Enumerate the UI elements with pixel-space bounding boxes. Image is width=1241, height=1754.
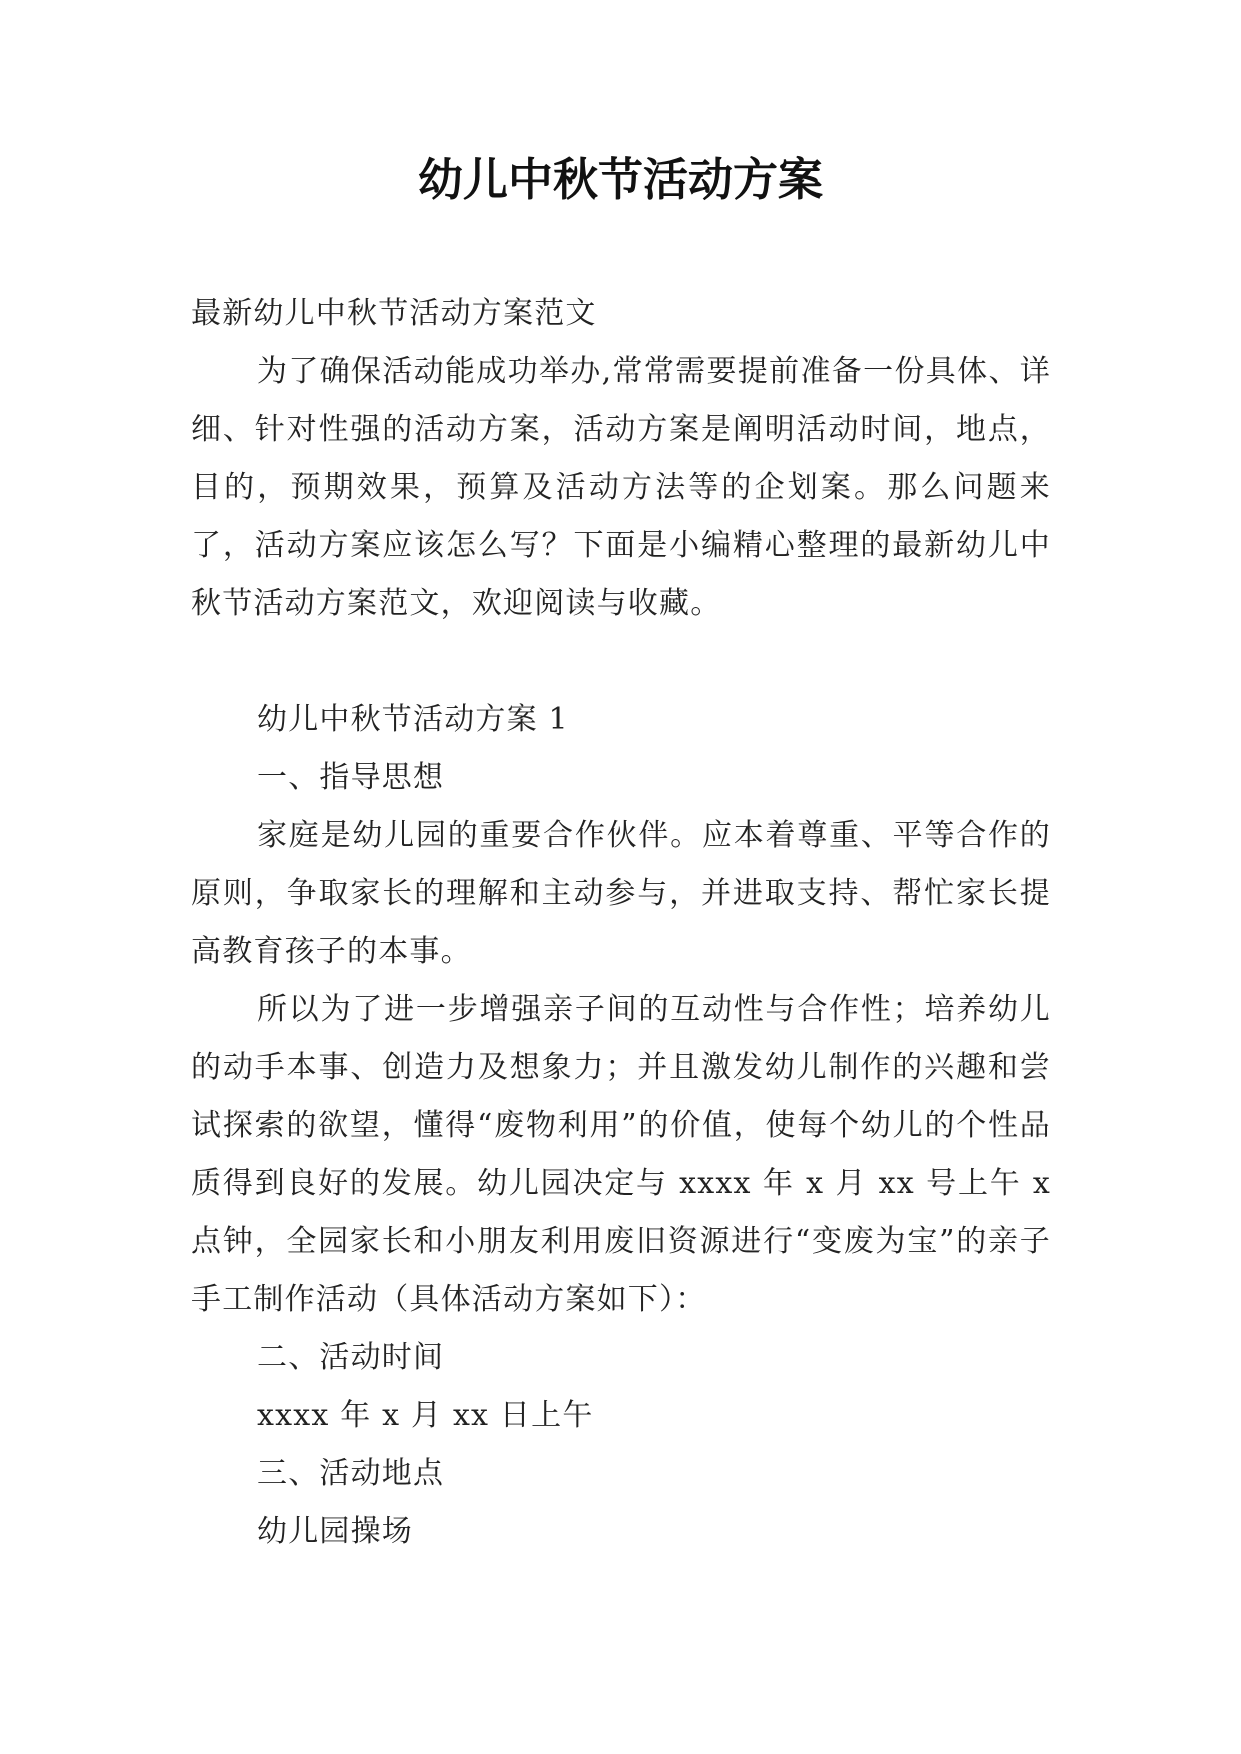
- document-subtitle: 最新幼儿中秋节活动方案范文: [191, 296, 597, 331]
- activity-place-value: 幼儿园操场: [257, 1514, 413, 1549]
- paragraph-guiding-thought: 家庭是幼儿园的重要合作伙伴。应本着尊重、平等合作的原则，争取家长的理解和主动参与，并进取支持、帮忙家长提高教育孩子的本事。: [191, 818, 1051, 969]
- document-title: 幼儿中秋节活动方案: [417, 153, 823, 206]
- intro-paragraph: 为了确保活动能成功举办,常常需要提前准备一份具体、详细、针对性强的活动方案，活动方案是阐明活动时间，地点，目的，预期效果，预算及活动方法等的企划案。那么问题来了，活动方案应该怎么写？下面是小编精心整理的最新幼儿中秋节活动方案范文，欢迎阅读与收藏。: [191, 354, 1051, 621]
- heading-guiding-thought: 一、指导思想: [257, 760, 445, 795]
- activity-time-value: xxxx 年 x 月 xx 日上午: [257, 1398, 594, 1433]
- section-spacer: [191, 633, 1051, 691]
- section-title: 幼儿中秋节活动方案 1: [257, 702, 569, 737]
- paragraph-activity-purpose: 所以为了进一步增强亲子间的互动性与合作性；培养幼儿的动手本事、创造力及想象力；并且激发幼儿制作的兴趣和尝试探索的欲望，懂得“废物利用”的价值，使每个幼儿的个性品质得到良好的发展。幼儿园决定与 xxxx 年 x 月 xx 号上午 x 点钟，全园家长和小朋友利用废旧资源进行“变废为宝”的亲子手工制作活动（具体活动方案如下）：: [191, 992, 1051, 1317]
- heading-activity-time: 二、活动时间: [257, 1340, 445, 1375]
- document-body: [191, 285, 1051, 1561]
- heading-activity-place: 三、活动地点: [257, 1456, 445, 1491]
